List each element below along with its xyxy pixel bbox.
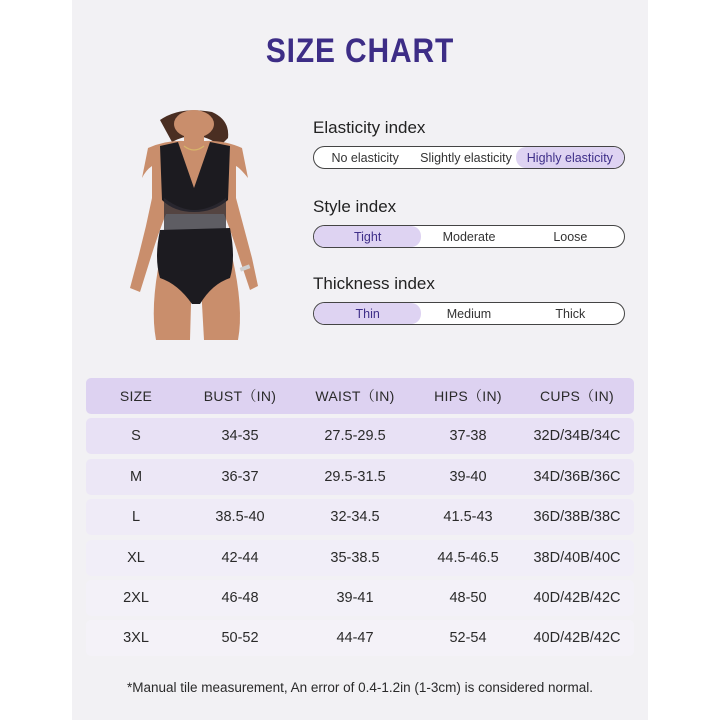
cell-cups: 40D/42B/42C — [533, 589, 621, 606]
style-option-loose: Loose — [553, 229, 588, 244]
header-waist: WAIST（IN) — [315, 388, 395, 404]
header-size: SIZE — [119, 388, 153, 404]
cell-waist: 32-34.5 — [330, 509, 380, 526]
cell-size: 3XL — [123, 630, 149, 647]
cell-cups: 36D/38B/38C — [533, 509, 621, 526]
header-bust: BUST（IN) — [203, 388, 277, 404]
table-row — [86, 459, 634, 495]
header-cups: CUPS（IN) — [540, 388, 614, 404]
header-hips: HIPS（IN) — [434, 388, 502, 404]
cell-waist: 35-38.5 — [330, 549, 380, 566]
size-chart-page — [72, 0, 648, 720]
cell-bust: 38.5-40 — [215, 509, 265, 526]
style-index-label: Style index — [313, 197, 397, 216]
swimsuit-model-image — [120, 108, 270, 340]
cell-hips: 39-40 — [449, 468, 487, 485]
cell-cups: 40D/42B/42C — [533, 630, 621, 647]
thickness-option-thick: Thick — [555, 306, 586, 321]
table-row — [86, 418, 634, 454]
thickness-index-label: Thickness index — [313, 274, 435, 293]
cell-waist: 39-41 — [336, 589, 374, 606]
elasticity-index-label: Elasticity index — [313, 118, 426, 137]
thickness-option-thin: Thin — [314, 303, 421, 324]
cell-hips: 41.5-43 — [443, 509, 493, 526]
table-header-row — [86, 378, 634, 414]
elasticity-option-none: No elasticity — [331, 150, 399, 165]
elasticity-index — [313, 118, 628, 169]
cell-hips: 44.5-46.5 — [437, 549, 499, 566]
cell-hips: 37-38 — [449, 428, 487, 445]
cell-bust: 42-44 — [221, 549, 259, 566]
table-row — [86, 499, 634, 535]
cell-size: M — [129, 468, 143, 485]
style-option-tight: Tight — [314, 226, 421, 247]
table-row — [86, 620, 634, 656]
cell-bust: 50-52 — [221, 630, 259, 647]
cell-size: L — [131, 509, 141, 526]
page-title: SIZE CHART — [265, 32, 455, 70]
cell-waist: 29.5-31.5 — [324, 468, 386, 485]
cell-size: 2XL — [123, 589, 149, 606]
cell-size: S — [131, 428, 141, 445]
table-row — [86, 580, 634, 616]
elasticity-option-high: Highly elasticity — [516, 147, 624, 168]
cell-bust: 36-37 — [221, 468, 259, 485]
product-photo — [120, 108, 270, 340]
style-scale — [313, 225, 625, 248]
cell-hips: 52-54 — [449, 630, 487, 647]
thickness-index — [313, 274, 628, 325]
cell-size: XL — [127, 549, 145, 566]
elasticity-scale — [313, 146, 625, 169]
cell-cups: 32D/34B/34C — [533, 428, 621, 445]
cell-waist: 27.5-29.5 — [324, 428, 386, 445]
cell-hips: 48-50 — [449, 589, 487, 606]
thickness-scale — [313, 302, 625, 325]
style-index — [313, 197, 628, 248]
measurement-note: *Manual tile measurement, An error of 0.4-1.2in (1-3cm) is considered normal. — [127, 680, 593, 695]
cell-cups: 38D/40B/40C — [533, 549, 621, 566]
cell-cups: 34D/36B/36C — [533, 468, 621, 485]
table-row — [86, 540, 634, 576]
cell-bust: 46-48 — [221, 589, 259, 606]
cell-bust: 34-35 — [221, 428, 259, 445]
size-table — [86, 378, 634, 661]
style-option-moderate: Moderate — [442, 229, 496, 244]
thickness-option-medium: Medium — [446, 306, 492, 321]
cell-waist: 44-47 — [336, 630, 374, 647]
elasticity-option-slight: Slightly elasticity — [420, 150, 512, 165]
